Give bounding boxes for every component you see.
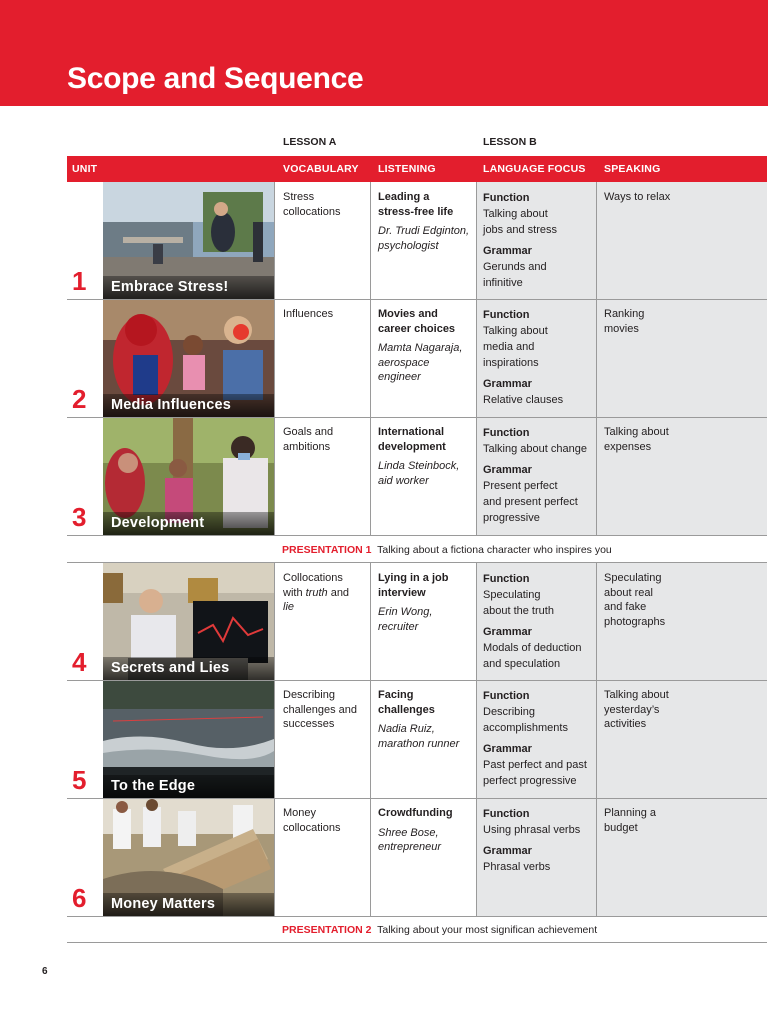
divider <box>274 300 275 418</box>
presentation-row-2 <box>67 917 767 943</box>
listening-speaker: aid worker <box>378 474 429 487</box>
edge-photo <box>103 681 274 798</box>
listening-speaker: Mamta Nagaraja, <box>378 342 463 354</box>
col-speaking: SPEAKING <box>604 163 661 175</box>
vocab-line: Goals and <box>283 426 334 438</box>
unit-row-6 <box>67 799 767 917</box>
unit-row-1 <box>67 182 767 300</box>
listening-cell <box>378 806 453 855</box>
vocab-line: Money <box>283 807 317 819</box>
listening-title: career choices <box>378 322 456 335</box>
unit-row-3 <box>67 418 767 536</box>
vocab-line: Describing <box>283 689 335 701</box>
unit-title: Media Influences <box>103 394 274 417</box>
development-photo <box>103 418 274 535</box>
listening-speaker: engineer <box>378 371 421 383</box>
listening-title: Lying in a job <box>378 572 449 584</box>
listening-title: interview <box>378 586 426 599</box>
grammar-text: Past perfect and past <box>483 759 587 771</box>
speaking-text: Talking about <box>604 689 669 701</box>
vocab-term: lie <box>283 601 295 613</box>
vocab-line: Stress <box>283 191 315 203</box>
vocab-line: ambitions <box>283 440 331 453</box>
vocabulary-cell <box>283 571 349 615</box>
vocab-line: Collocations <box>283 572 343 584</box>
speaking-text: and fake <box>604 601 647 613</box>
function-text: about the truth <box>483 605 554 617</box>
speaking-cell <box>604 307 644 336</box>
divider <box>476 799 477 917</box>
divider <box>596 418 597 536</box>
function-label: Function <box>483 309 530 321</box>
grammar-text: Phrasal verbs <box>483 861 551 873</box>
page-number: 6 <box>42 966 48 977</box>
media-photo <box>103 300 274 417</box>
divider <box>476 681 477 799</box>
speaking-text: activities <box>604 718 647 730</box>
grammar-text: Modals of deduction <box>483 642 582 654</box>
function-text: media and <box>483 341 535 353</box>
function-text: inspirations <box>483 357 539 369</box>
function-text: Talking about <box>483 208 548 220</box>
listening-cell <box>378 307 462 385</box>
listening-title: Movies and <box>378 308 438 320</box>
grammar-text: progressive <box>483 512 540 524</box>
col-language-focus: LANGUAGE FOCUS <box>483 163 586 175</box>
vocab-term: truth <box>305 586 328 599</box>
listening-title: challenges <box>378 703 435 716</box>
listening-speaker: Shree Bose, <box>378 826 439 839</box>
grammar-label: Grammar <box>483 743 532 755</box>
unit-number: 2 <box>72 384 87 414</box>
function-text: Speculating <box>483 589 541 601</box>
vocabulary-cell <box>283 307 333 322</box>
grammar-label: Grammar <box>483 626 532 638</box>
language-focus-cell <box>483 190 557 291</box>
listening-cell <box>378 688 459 751</box>
listening-title: stress-free life <box>378 205 454 218</box>
stress-photo <box>103 182 274 299</box>
listening-speaker: Linda Steinbock, <box>378 460 460 472</box>
listening-cell <box>378 190 469 253</box>
divider <box>596 681 597 799</box>
divider <box>274 418 275 536</box>
function-text: accomplishments <box>483 722 568 734</box>
presentation-description: Talking about a fictiona character who inspires you <box>377 544 612 556</box>
speaking-cell <box>604 688 669 732</box>
divider <box>476 182 477 300</box>
speaking-text: Ranking <box>604 308 645 320</box>
function-label: Function <box>483 573 530 585</box>
listening-speaker: Erin Wong, <box>378 606 433 618</box>
listening-cell <box>378 571 448 634</box>
grammar-text: and present perfect <box>483 496 578 508</box>
unit-number: 6 <box>72 883 87 913</box>
vocabulary-cell <box>283 190 340 219</box>
function-label: Function <box>483 192 530 204</box>
divider <box>370 681 371 799</box>
presentation-text <box>282 924 597 936</box>
listening-speaker: entrepreneur <box>378 841 441 853</box>
unit-title: Embrace Stress! <box>103 276 274 299</box>
speaking-text: yesterday’s <box>604 703 660 716</box>
money-photo <box>103 799 274 916</box>
speaking-cell <box>604 806 656 835</box>
vocab-line: collocations <box>283 821 341 834</box>
page-title: Scope and Sequence <box>67 62 364 95</box>
speaking-text: movies <box>604 322 639 335</box>
header-banner <box>0 0 768 106</box>
divider <box>370 182 371 300</box>
unit-row-4 <box>67 563 767 681</box>
grammar-label: Grammar <box>483 245 532 257</box>
vocabulary-cell <box>283 425 333 454</box>
listening-cell <box>378 425 459 488</box>
lesson-a-label: LESSON A <box>283 136 337 148</box>
divider <box>476 418 477 536</box>
grammar-label: Grammar <box>483 378 532 390</box>
presentation-text <box>282 544 612 556</box>
vocabulary-cell <box>283 688 357 732</box>
grammar-text: and speculation <box>483 658 561 670</box>
language-focus-cell <box>483 307 563 408</box>
unit-number: 1 <box>72 266 87 296</box>
divider <box>596 182 597 300</box>
unit-number: 3 <box>72 502 87 532</box>
function-text: Talking about <box>483 325 548 337</box>
vocab-text: with <box>283 586 306 599</box>
function-label: Function <box>483 427 530 439</box>
listening-speaker: psychologist <box>378 239 439 252</box>
function-text: jobs and stress <box>483 224 557 236</box>
grammar-text: Gerunds and <box>483 261 547 273</box>
speaking-cell <box>604 190 670 205</box>
speaking-cell <box>604 571 665 629</box>
unit-number: 4 <box>72 647 87 677</box>
divider <box>476 300 477 418</box>
grammar-text: Relative clauses <box>483 394 564 406</box>
unit-number: 5 <box>72 765 87 795</box>
speaking-text: Planning a <box>604 807 656 819</box>
vocab-line: successes <box>283 718 335 730</box>
language-focus-cell <box>483 806 580 875</box>
col-unit: UNIT <box>72 163 98 175</box>
presentation-label: PRESENTATION 1 <box>282 544 372 556</box>
col-listening: LISTENING <box>378 163 436 175</box>
vocab-line: challenges and <box>283 703 358 716</box>
speaking-text: budget <box>604 821 638 834</box>
unit-title: To the Edge <box>103 775 274 798</box>
grammar-text: infinitive <box>483 277 523 289</box>
listening-speaker: aerospace <box>378 356 430 369</box>
listening-speaker: Dr. Trudi Edginton, <box>378 225 470 237</box>
speaking-cell <box>604 425 669 454</box>
speaking-text: Speculating <box>604 572 662 584</box>
speaking-text: Talking about <box>604 426 669 438</box>
divider <box>370 300 371 418</box>
vocabulary-cell <box>283 806 340 835</box>
grammar-text: Present perfect <box>483 480 558 492</box>
function-text: Using phrasal verbs <box>483 824 581 836</box>
language-focus-cell <box>483 425 587 526</box>
language-focus-cell <box>483 571 581 672</box>
divider <box>274 563 275 681</box>
presentation-label: PRESENTATION 2 <box>282 924 372 936</box>
function-label: Function <box>483 690 530 702</box>
language-focus-cell <box>483 688 587 789</box>
vocab-line: collocations <box>283 205 341 218</box>
function-text: Describing <box>483 706 535 718</box>
listening-speaker: recruiter <box>378 620 419 633</box>
grammar-label: Grammar <box>483 845 532 857</box>
listening-speaker: marathon runner <box>378 737 460 750</box>
grammar-label: Grammar <box>483 464 532 476</box>
listening-title: International <box>378 426 445 438</box>
function-label: Function <box>483 808 530 820</box>
listening-title: Facing <box>378 689 414 701</box>
grammar-text: perfect progressive <box>483 775 577 787</box>
vocab-line: Influences <box>283 308 334 320</box>
lesson-b-label: LESSON B <box>483 136 537 148</box>
unit-row-5 <box>67 681 767 799</box>
unit-title: Money Matters <box>103 893 274 916</box>
divider <box>370 799 371 917</box>
speaking-text: photographs <box>604 615 666 628</box>
divider <box>370 563 371 681</box>
unit-title: Secrets and Lies <box>103 657 274 680</box>
divider <box>596 300 597 418</box>
speaking-text: Ways to relax <box>604 191 671 203</box>
listening-title: development <box>378 440 446 453</box>
listening-title: Leading a <box>378 191 430 203</box>
vocab-text: and <box>327 586 350 599</box>
divider <box>274 681 275 799</box>
presentation-row-1 <box>67 537 767 563</box>
presentation-description: Talking about your most significan achievement <box>377 924 598 936</box>
divider <box>370 418 371 536</box>
col-vocabulary: VOCABULARY <box>283 163 359 175</box>
listening-speaker: Nadia Ruiz, <box>378 723 435 735</box>
unit-row-2 <box>67 300 767 418</box>
function-text: Talking about change <box>483 443 587 455</box>
divider <box>596 799 597 917</box>
speaking-text: about real <box>604 586 653 599</box>
divider <box>596 563 597 681</box>
divider <box>274 799 275 917</box>
listening-title: Crowdfunding <box>378 807 453 819</box>
secrets-photo <box>103 563 274 680</box>
table-header <box>67 156 767 182</box>
unit-title: Development <box>103 512 274 535</box>
divider <box>274 182 275 300</box>
divider <box>476 563 477 681</box>
speaking-text: expenses <box>604 440 652 453</box>
